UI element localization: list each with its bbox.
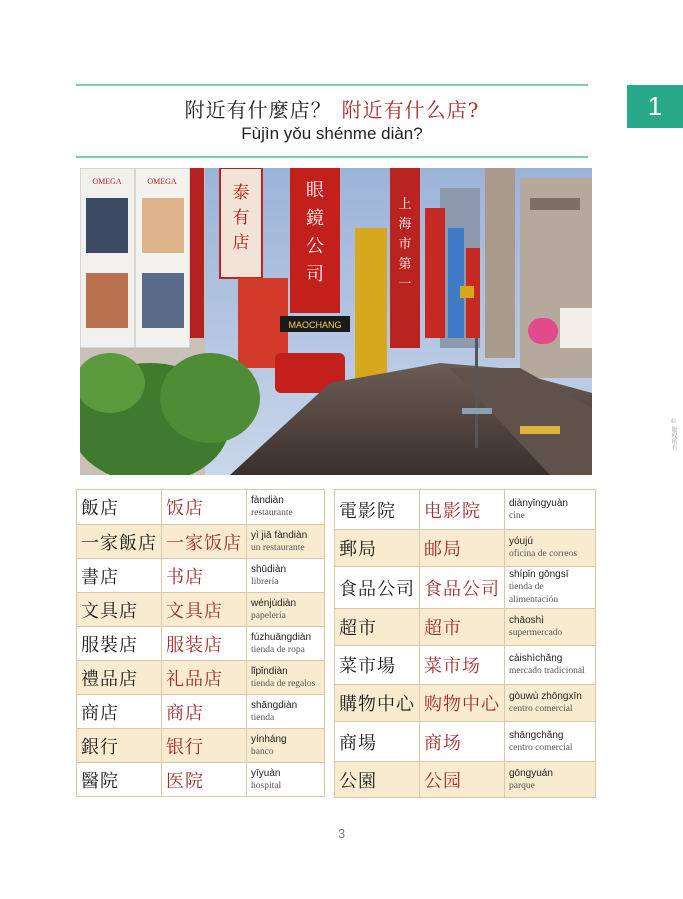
title-traditional: 附近有什麼店？ [184, 98, 332, 122]
word-pinyin: shūdiàn [251, 563, 287, 575]
top-divider [76, 84, 588, 86]
word-traditional: 商店 [77, 695, 162, 729]
word-gloss [505, 762, 596, 798]
word-gloss [505, 567, 596, 609]
vocab-row [77, 559, 325, 593]
word-spanish: centro comercial [509, 742, 573, 753]
word-simplified: 商场 [420, 722, 505, 762]
vocab-row [77, 525, 325, 559]
word-gloss [247, 525, 325, 559]
word-pinyin: gōngyuán [509, 767, 553, 779]
word-gloss [505, 490, 596, 530]
word-traditional: 服裝店 [77, 627, 162, 661]
vocab-row [77, 627, 325, 661]
word-simplified: 超市 [420, 609, 505, 646]
word-traditional: 醫院 [77, 763, 162, 797]
vocab-row [335, 685, 596, 722]
svg-text:店: 店 [232, 233, 250, 253]
word-pinyin: fàndiàn [251, 495, 284, 506]
svg-text:第: 第 [398, 257, 412, 272]
vocab-row [335, 490, 596, 530]
word-gloss [247, 490, 325, 525]
word-simplified: 饭店 [162, 490, 247, 525]
word-traditional: 公園 [335, 762, 420, 798]
word-traditional: 銀行 [77, 729, 162, 763]
svg-text:上: 上 [398, 197, 412, 212]
title-simplified: 附近有什么店? [341, 98, 480, 122]
word-pinyin: yīyuàn [251, 767, 281, 779]
svg-text:公: 公 [306, 236, 324, 257]
word-traditional: 商場 [335, 722, 420, 762]
word-traditional: 電影院 [335, 490, 420, 530]
vocab-table-left [76, 489, 325, 797]
word-simplified: 文具店 [162, 593, 247, 627]
word-pinyin: yínháng [251, 733, 287, 745]
vocab-row [77, 763, 325, 797]
svg-text:海: 海 [398, 217, 412, 232]
word-simplified: 银行 [162, 729, 247, 763]
vocab-row [335, 722, 596, 762]
word-spanish: tienda de regalos [251, 678, 316, 689]
word-gloss [247, 627, 325, 661]
side-watermark: © 版权所有 [670, 418, 677, 451]
vocab-row [77, 695, 325, 729]
word-traditional: 購物中心 [335, 685, 420, 722]
word-traditional: 郵局 [335, 530, 420, 567]
svg-text:鏡: 鏡 [306, 208, 324, 229]
word-simplified: 邮局 [420, 530, 505, 567]
word-spanish: supermercado [509, 628, 563, 638]
word-gloss [247, 763, 325, 797]
svg-text:泰: 泰 [232, 183, 250, 203]
word-simplified: 菜市场 [420, 646, 505, 685]
word-pinyin: shípǐn gōngsī [509, 569, 569, 580]
word-traditional: 飯店 [77, 490, 162, 525]
svg-text:司: 司 [306, 264, 324, 285]
word-pinyin: chāoshì [509, 615, 545, 626]
word-spanish: oficina de correos [509, 549, 578, 559]
word-gloss [505, 685, 596, 722]
word-pinyin: yì jiā fàndiàn [251, 529, 308, 541]
svg-text:眼: 眼 [306, 180, 324, 201]
word-traditional: 超市 [335, 609, 420, 646]
word-traditional: 食品公司 [335, 567, 420, 609]
word-simplified: 购物中心 [420, 685, 505, 722]
word-simplified: 一家饭店 [162, 525, 247, 559]
vocab-table-right [334, 489, 596, 798]
svg-text:有: 有 [232, 208, 250, 228]
word-pinyin: shāngdiàn [251, 699, 298, 711]
word-traditional: 菜市場 [335, 646, 420, 685]
word-spanish: un restaurante [251, 542, 305, 553]
word-gloss [505, 609, 596, 646]
svg-text:OMEGA: OMEGA [147, 177, 177, 186]
title-pinyin: Fùjìn yǒu shénme diàn? [241, 124, 423, 143]
word-traditional: 一家飯店 [77, 525, 162, 559]
word-gloss [247, 729, 325, 763]
word-spanish: mercado tradicional [509, 666, 585, 676]
word-simplified: 书店 [162, 559, 247, 593]
vocab-row [77, 661, 325, 695]
lesson-title [76, 94, 588, 123]
word-gloss [505, 722, 596, 762]
word-simplified: 电影院 [420, 490, 505, 530]
word-traditional: 禮品店 [77, 661, 162, 695]
word-traditional: 書店 [77, 559, 162, 593]
vocab-row [77, 729, 325, 763]
word-pinyin: yóujú [509, 536, 533, 547]
word-spanish: tienda [251, 712, 275, 723]
word-spanish: centro comercial [509, 704, 573, 714]
word-spanish: librería [251, 576, 279, 587]
street-photo [80, 168, 592, 475]
word-simplified: 公园 [420, 762, 505, 798]
word-simplified: 礼品店 [162, 661, 247, 695]
word-simplified: 商店 [162, 695, 247, 729]
vocab-row [335, 567, 596, 609]
word-spanish: tienda de alimentación [509, 582, 559, 605]
page-number: 3 [337, 826, 346, 841]
word-pinyin: gòuwù zhōngxīn [509, 691, 582, 702]
word-gloss [247, 661, 325, 695]
svg-text:OMEGA: OMEGA [92, 177, 122, 186]
lesson-tab: 1 [627, 85, 683, 128]
word-gloss [505, 646, 596, 685]
word-spanish: restaurante [251, 508, 293, 518]
word-simplified: 服装店 [162, 627, 247, 661]
word-pinyin: shāngchǎng [509, 729, 564, 741]
svg-text:市: 市 [398, 237, 412, 252]
vocab-row [335, 609, 596, 646]
svg-text:一: 一 [398, 277, 412, 292]
word-simplified: 医院 [162, 763, 247, 797]
word-pinyin: fúzhuāngdiàn [251, 631, 312, 643]
word-gloss [505, 530, 596, 567]
word-pinyin: càishìchǎng [509, 653, 563, 664]
word-traditional: 文具店 [77, 593, 162, 627]
word-gloss [247, 695, 325, 729]
word-spanish: papelería [251, 610, 286, 621]
vocab-row [77, 490, 325, 525]
vocab-row [335, 530, 596, 567]
word-spanish: cine [509, 510, 525, 521]
vocab-row [77, 593, 325, 627]
word-simplified: 食品公司 [420, 567, 505, 609]
word-pinyin: wénjùdiàn [251, 597, 297, 609]
vocab-row [335, 646, 596, 685]
bottom-divider [76, 156, 588, 158]
svg-text:MAOCHANG: MAOCHANG [288, 320, 342, 330]
word-spanish: parque [509, 780, 535, 791]
vocab-row [335, 762, 596, 798]
word-gloss [247, 559, 325, 593]
word-spanish: tienda de ropa [251, 644, 305, 655]
word-spanish: banco [251, 746, 274, 757]
word-spanish: hospital [251, 780, 282, 791]
word-gloss [247, 593, 325, 627]
word-pinyin: diànyǐngyuàn [509, 497, 568, 509]
word-pinyin: lǐpǐndiàn [251, 665, 288, 677]
